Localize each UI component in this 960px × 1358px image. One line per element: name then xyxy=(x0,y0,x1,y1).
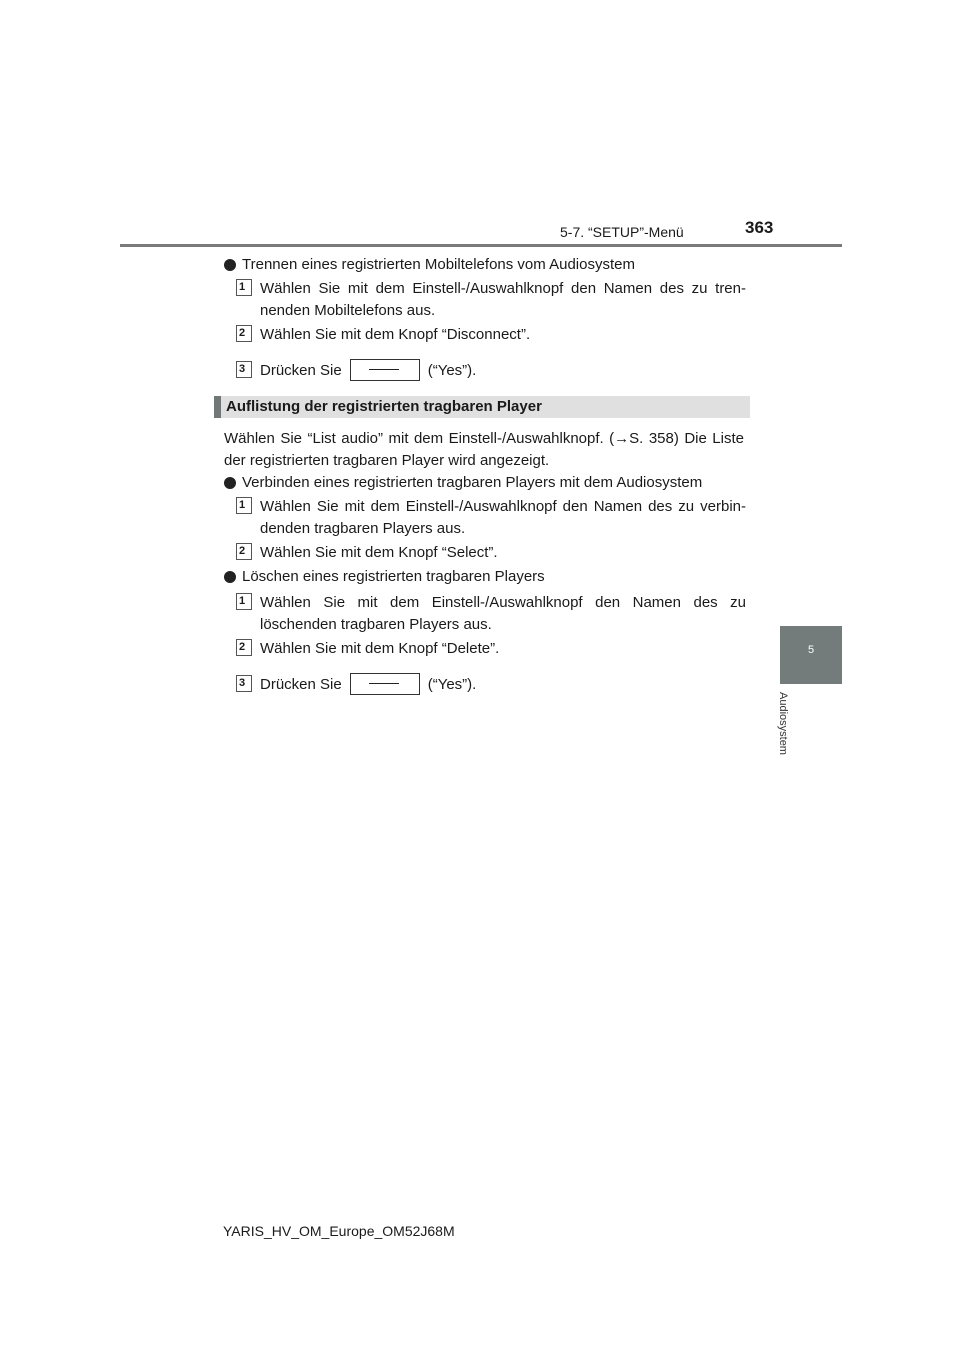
step-text-line: nenden Mobiltelefons aus. xyxy=(260,302,436,319)
section-reference: 5-7. “SETUP”-Menü xyxy=(560,224,684,240)
step-number-badge: 2 xyxy=(236,639,252,656)
bullet-icon xyxy=(224,477,236,489)
step-number-badge: 3 xyxy=(236,361,252,378)
section-heading-text: Auflistung der registrierten tragbaren Player xyxy=(226,398,542,415)
dash-button-icon xyxy=(350,359,420,381)
step-text-line xyxy=(260,674,746,696)
step-item xyxy=(214,360,754,384)
step-text-line: Wählen Sie mit dem Einstell-/Auswahlknopf den Namen des zu verbin- xyxy=(260,498,746,515)
step-text-pre: Drücken Sie xyxy=(260,362,342,379)
step-item xyxy=(214,674,754,698)
step-item xyxy=(214,638,754,662)
document-id: YARIS_HV_OM_Europe_OM52J68M xyxy=(223,1223,455,1239)
step-item xyxy=(214,324,754,348)
step-text-post: (“Yes”). xyxy=(427,676,477,693)
step-number-badge: 3 xyxy=(236,675,252,692)
intro-text-line: Wählen Sie “List audio” mit dem Einstell-/Auswahlknopf. (→S. 358) Die Liste xyxy=(224,430,744,447)
chapter-label-container xyxy=(777,692,806,782)
bullet-text: Verbinden eines registrierten tragbaren Players mit dem Audiosystem xyxy=(242,474,703,491)
step-text-post: (“Yes”). xyxy=(427,362,477,379)
step-number-badge: 1 xyxy=(236,279,252,296)
chapter-tab xyxy=(780,626,842,684)
step-text-line: Wählen Sie mit dem Einstell-/Auswahlknopf den Namen des zu tren- xyxy=(260,280,746,297)
page-number: 363 xyxy=(745,218,774,237)
step-item xyxy=(214,542,754,566)
intro-text-line: der registrierten tragbaren Player wird angezeigt. xyxy=(224,452,550,469)
step-text-line: denden tragbaren Players aus. xyxy=(260,520,466,537)
step-number-badge: 2 xyxy=(236,543,252,560)
dash-icon xyxy=(369,369,399,370)
dash-icon xyxy=(369,683,399,684)
bullet-icon xyxy=(224,571,236,583)
bullet-text: Löschen eines registrierten tragbaren Players xyxy=(242,568,545,585)
step-number-badge: 1 xyxy=(236,593,252,610)
step-item xyxy=(214,496,754,542)
step-number-badge: 2 xyxy=(236,325,252,342)
chapter-label: Audiosystem xyxy=(777,692,789,755)
chapter-number: 5 xyxy=(807,644,815,656)
bullet-text: Trennen eines registrierten Mobiltelefons vom Audiosystem xyxy=(242,256,635,273)
step-text-line: Wählen Sie mit dem Knopf “Select”. xyxy=(260,544,498,561)
section-heading xyxy=(214,396,750,418)
step-text-pre: Drücken Sie xyxy=(260,676,342,693)
step-text-line xyxy=(260,360,746,382)
header-divider xyxy=(120,244,842,247)
step-text-line: Wählen Sie mit dem Einstell-/Auswahlknopf den Namen des zu xyxy=(260,594,746,611)
page-header xyxy=(0,0,958,260)
step-item xyxy=(214,278,754,324)
step-number-badge: 1 xyxy=(236,497,252,514)
step-text-line: Wählen Sie mit dem Knopf “Delete”. xyxy=(260,640,500,657)
dash-button-icon xyxy=(350,673,420,695)
heading-accent xyxy=(214,396,221,418)
bullet-icon xyxy=(224,259,236,271)
step-text-line: Wählen Sie mit dem Knopf “Disconnect”. xyxy=(260,326,531,343)
step-item xyxy=(214,592,754,638)
step-text-line: löschenden tragbaren Players aus. xyxy=(260,616,492,633)
